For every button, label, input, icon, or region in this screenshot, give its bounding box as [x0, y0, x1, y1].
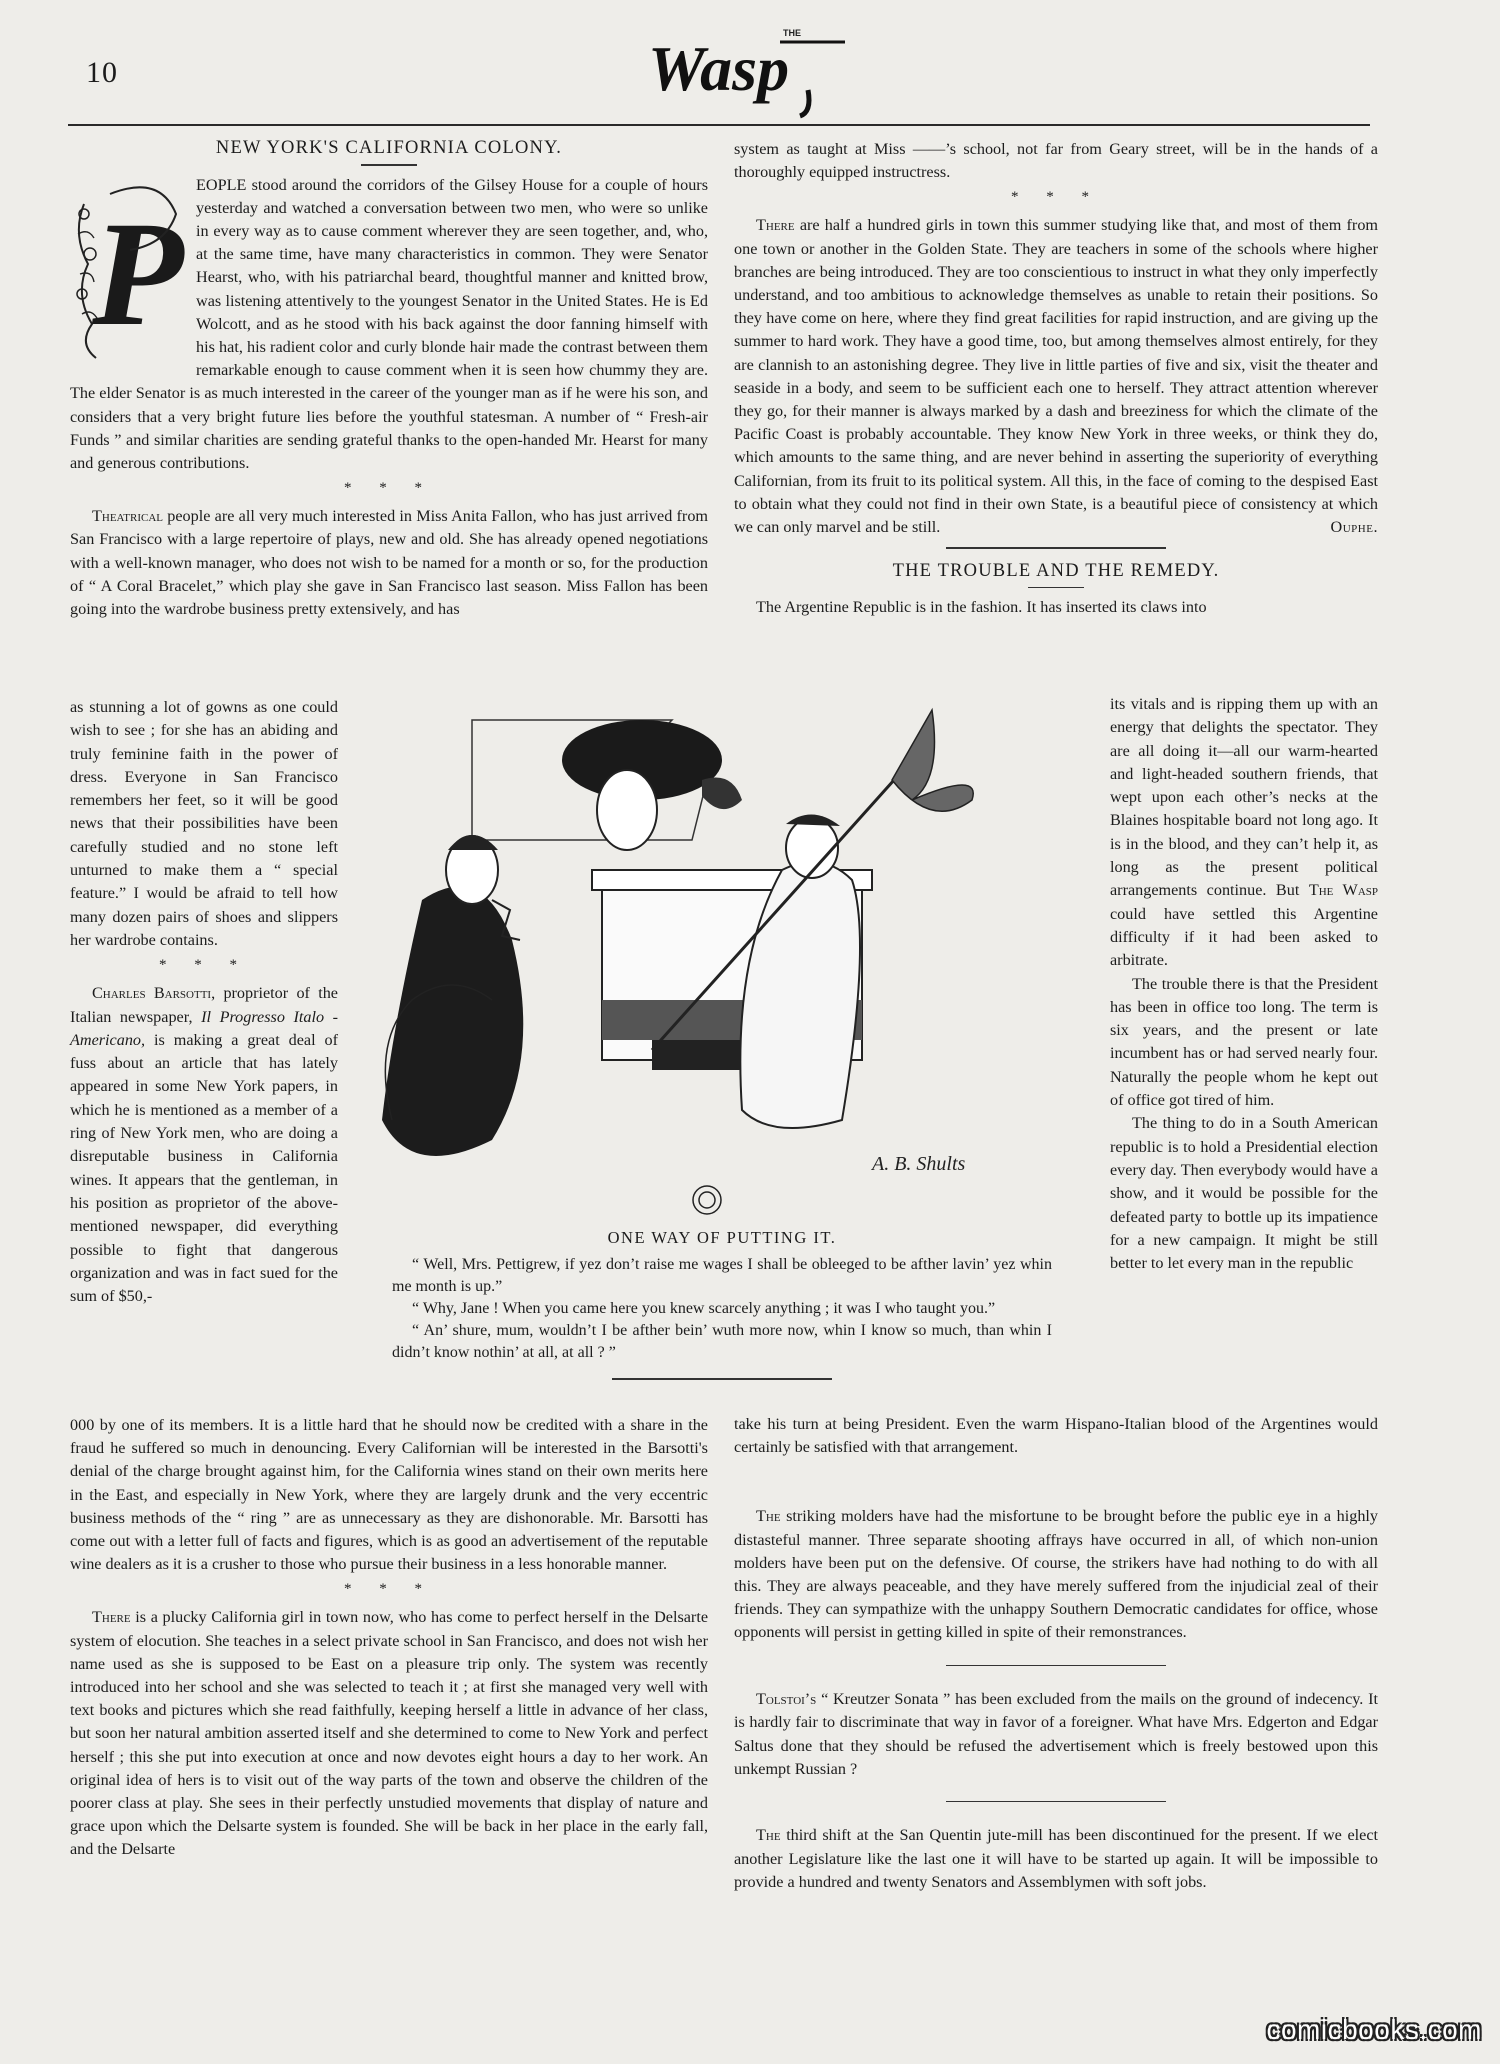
section-stars: * * * [1011, 189, 1101, 206]
left-column-narrow [70, 696, 338, 1308]
drop-cap-ornament [70, 174, 186, 362]
paragraph: The Argentine Republic is in the fashion. It has inserted its claws into [756, 598, 1207, 617]
caption-line: “ An’ shure, mum, wouldn’t I be afther bein’ wuth more now, whin I know so much, than whin I didn’t know nothin’ at all, at all ? ” [392, 1322, 1052, 1361]
paragraph: The trouble there is that the President has been in office too long. The term is six years, and the present or late incumbent has or had served nearly four. Naturally the people whom he kept out of office got tired of him. [1110, 974, 1378, 1110]
paragraph: its vitals and is ripping them up with an energy that delights the spectator. They are all doing it—all our warm-hearted and light-headed southern friends, that wept upon each other’s necks at the Blaines hospitable board not long ago. It is in the blood, and they can’t help it, as long as the present political arrangements continue. But The Wasp could have settled this Argentine difficulty if it had been asked to arbitrate. [1110, 695, 1379, 970]
masthead-small: THE [783, 28, 801, 38]
item-separator [946, 1665, 1166, 1667]
title-rule [1028, 587, 1084, 589]
news-item: The third shift at the San Quentin jute-mill has been discontinued for the present. If we elect another Legislature like the last one it will have to be started up again. It will be impossible to provide a hundred and twenty Senators and Assemblymen with soft jobs. [734, 1826, 1378, 1891]
lead-word: EOPLE [196, 175, 247, 194]
paragraph: system as taught at Miss ——’s school, not far from Geary street, will be in the hands of a thoroughly equipped instructress. [734, 140, 1378, 182]
paragraph: Charles Barsotti, proprietor of the Italian newspaper, Il Progresso Italo - Americano, is making a great deal of fuss about an article that has lately appeared in some New York papers, in which he is mentioned as a member of a ring of New York men, who are doing a disreputable business in California wines. It appears that the gentleman, in his position as proprietor of the above-mentioned newspaper, did everything possible to fight that dangerous organization and was in fact sued for the sum of $50,- [70, 984, 339, 1306]
cartoon-caption [392, 1228, 1052, 1380]
item-separator [946, 1801, 1166, 1803]
artist-signature: A. B. Shults [872, 1153, 966, 1175]
left-column-bottom [70, 1414, 708, 1862]
right-column-top [734, 138, 1378, 619]
section-stars: * * * [344, 480, 434, 497]
paragraph: take his turn at being President. Even the warm Hispano-Italian blood of the Argentines would certainly be satisfied with that arrangement. [734, 1415, 1378, 1457]
right-column-narrow [1110, 693, 1378, 1275]
caption-rule [612, 1378, 832, 1380]
header-rule [68, 124, 1370, 126]
paragraph: EOPLE stood around the corridors of the Gilsey House for a couple of hours yesterday and watched a conversation between two men, who were so unlike in every way as to cause comment wherever they are seen together, and, who, at the same time, have many characteristics in common. They were Senator Hearst, who, with his patriarchal beard, thoughtful manner and knitted brow, was listening attentively to the youngest Senator in the United States. He is Ed Wolcott, and as he stood with his back against the door fanning himself with his hat, his radient color and curly blonde hair made the contrast between them remarkable enough to cause comment when it is seen how chummy they are. The elder Senator is as much interested in the career of the younger man as if he were his son, and considers that a very bright future lies before the youthful statesman. A number of “ Fresh-air Funds ” and similar charities are sending grateful thanks to the open-handed Mr. Hearst for many and generous contributions. [70, 175, 708, 472]
caption-title: ONE WAY OF PUTTING IT. [607, 1228, 837, 1247]
paragraph: Theatrical people are all very much interested in Miss Anita Fallon, who has just arrived from San Francisco with a large repertoire of plays, new and old. She has already opened negotiations with a well-known manager, who does not wish to be named for a month or so, for the production of “ A Coral Bracelet,” which play she gave in San Francisco last season. Miss Fallon has been going into the wardrobe business pretty extensively, and has [70, 507, 709, 618]
paragraph: 000 by one of its members. It is a little hard that he should now be credited with a share in the fraud he suffered so much in denouncing. Every Californian will be interested in the Barsotti's denial of the charge brought against him, for the California wines stand on their own merits here in the East, and especially in New York, where they are largely drunk and the very eccentric business methods of the “ ring ” are as unnecessary as they are dishonorable. Mr. Barsotti has come out with a letter full of facts and figures, which is as good an advertisement of the reputable wine dealers as it is a crusher to those who pursue their business in a less honorable manner. [70, 1416, 708, 1574]
paragraph: as stunning a lot of gowns as one could wish to see ; for she has an abiding and truly feminine faith in the power of dress. Everyone in San Francisco remembers her feet, so it will be good news that their possibilities have been carefully studied and no stone left unturned to make them a “ special feature.” I would be afraid to tell how many dozen pairs of shoes and slippers her wardrobe contains. [70, 698, 338, 949]
masthead-name: Wasp [648, 33, 790, 104]
left-column-top [70, 136, 708, 621]
paragraph: The thing to do in a South American republic is to hold a Presidential election every day. Then everybody would have a show, and it would be possible for the defeated party to bottle up its impatience for a new campaign. It might be still better to let every man in the republic [1110, 1114, 1378, 1273]
paragraph: There are half a hundred girls in town this summer studying like that, and most of them from one town or another in the Golden State. They are teachers in some of the schools where higher branches are being introduced. They are too conscientious to instruct in what they only imperfectly understand, and too ambitious to acknowledge themselves as unable to retain their positions. So they have come on here, where they find great facilities for rapid instruction, and are giving up the summer to hard work. They have a good time, too, but among themselves almost entirely, for they are clannish to an astonishing degree. They live in little parties of five and six, visit the theater and seaside in a body, and seem to be sufficient each one to herself. They attract attention wherever they go, for their manner is always marked by a dash and breeziness for which the climate of the Pacific Coast is probably accountable. They know New York in three weeks, or think they do, which amounts to the same thing, and are never behind in asserting the superiority of everything Californian, from its fruit to its political system. All this, in the face of coming to the despised East to obtain what they could not find in their own State, is a beautiful piece of consistency at which we can only marvel and be still. Ouphe. [734, 214, 1378, 539]
section-stars: * * * [344, 1581, 434, 1598]
title-rule [361, 164, 417, 166]
article-title: THE TROUBLE AND THE REMEDY. [892, 560, 1220, 581]
article-title: NEW YORK'S CALIFORNIA COLONY. [215, 138, 563, 158]
drop-cap-letter: P [92, 190, 184, 357]
caption-line: “ Well, Mrs. Pettigrew, if yez don’t raise me wages I shall be obleeged to be afther lavin’ yez whin me month is up.” [392, 1256, 1052, 1295]
watermark: comicbooks.com [1266, 2014, 1482, 2045]
section-stars: * * * [159, 957, 249, 974]
lead-word: Theatrical [92, 507, 163, 526]
right-column-bottom [734, 1413, 1378, 1894]
paragraph: There is a plucky California girl in town now, who has come to perfect herself in the Delsarte system of elocution. She teaches in a select private school in San Francisco, and does not wish her name used as she is supposed to be East on a pleasure trip only. The system was recently introduced into her school and she was selected to teach it ; at first she managed very well with text books and pictures which she read faithfully, keeping herself a little in advance of her class, but soon her natural ambition asserted itself and she determined to come to New York and perfect herself ; this she put into execution at once and now devotes eight hours a day to her work. An original idea of hers is to visit out of the way parts of the town and observe the children of the poorer class at play. She sees in their perfectly unstudied movements that display of nature and grace upon which the Delsarte system is founded. She will be back in her place in the early fall, and the Delsarte [70, 1608, 708, 1859]
caption-line: “ Why, Jane ! When you came here you knew scarcely anything ; it was I who taught you.” [412, 1300, 996, 1317]
masthead-logo [640, 20, 870, 120]
article-separator [946, 547, 1166, 549]
author-signature: Ouphe. [1330, 518, 1378, 537]
news-item: Tolstoi’s “ Kreutzer Sonata ” has been excluded from the mails on the ground of indecency. It is hardly fair to discriminate that way in favor of a foreigner. What have Mrs. Edgerton and Edgar Saltus done that they should be refused the advertisement which is freely bestowed upon this unkempt Russian ? [734, 1690, 1378, 1778]
page-number: 10 [86, 56, 118, 89]
news-item: The striking molders have had the misfortune to be brought before the public eye in a highly distasteful manner. Three separate shooting affrays have occurred in all, of which non-union molders have been put on the defensive. Of course, the strikers have had nothing to do with all this. They are always peaceable, and they have merely suffered from the injudicial zeal of their friends. They can sympathize with the unhappy Southern Democratic candidates for office, whose opponents will persist in getting killed in spite of their remonstrances. [734, 1507, 1378, 1642]
cartoon-illustration [352, 700, 1092, 1220]
